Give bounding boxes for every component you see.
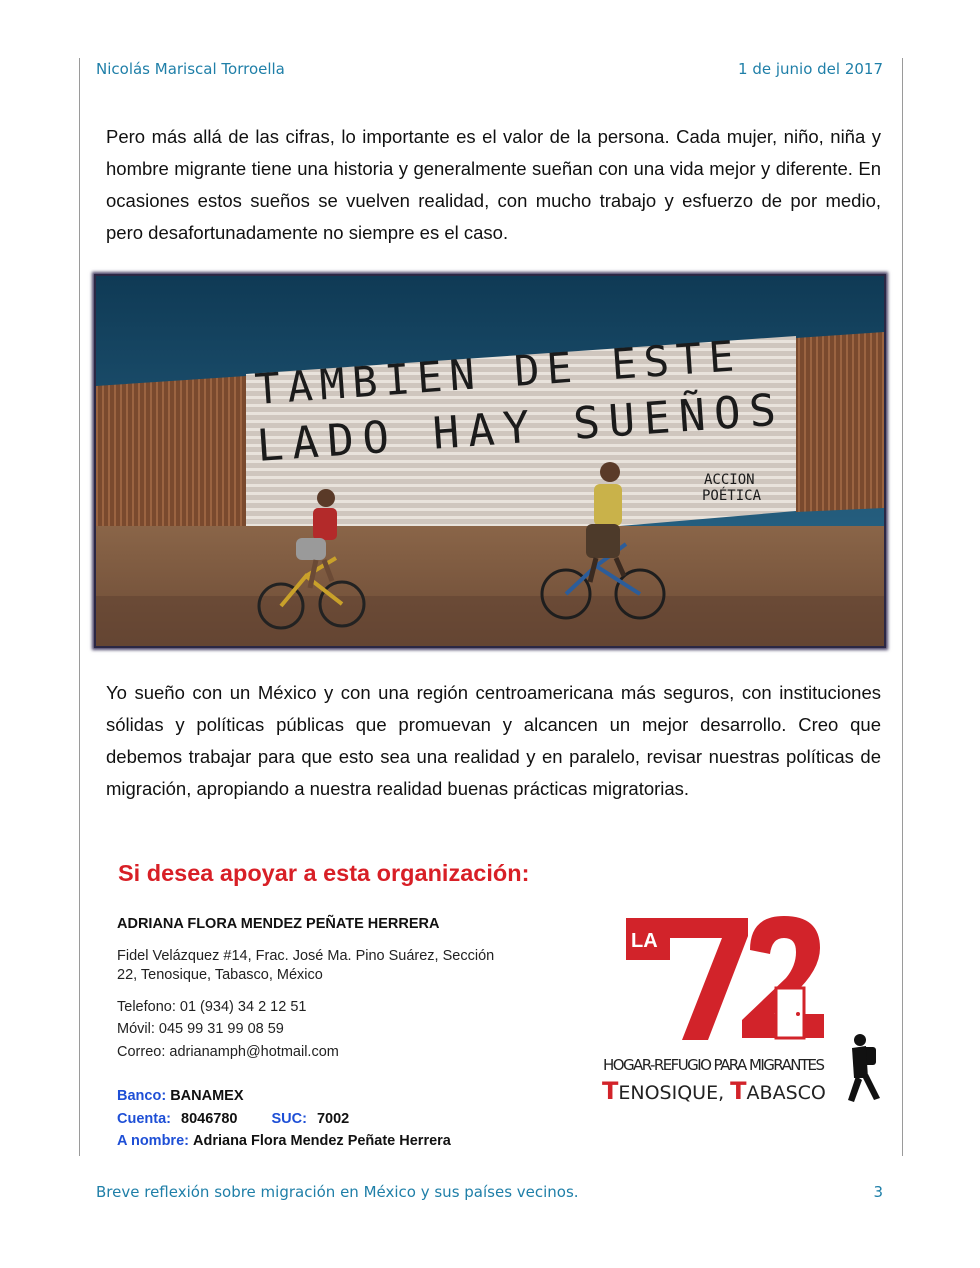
- paragraph-2: Yo sueño con un México y con una región centroamericana más seguros, con instituciones sólidas y políticas públicas que promuevan y alcancen un mejor desarrollo. Creo que debemos trabajar para que esto sea una realidad y en paralelo, revisar nuestras políticas de migración, apropiando a nuestra realidad buenas prácticas migratorias.: [106, 682, 881, 799]
- account-label: Cuenta:: [117, 1111, 171, 1127]
- suc-value: 7002: [316, 1111, 350, 1127]
- la72-logo: [598, 910, 888, 1110]
- support-title: Si desea apoyar a esta organización:: [118, 860, 530, 886]
- door-icon: [776, 988, 804, 1038]
- phone-text: Telefono: 01 (934) 34 2 12 51: [117, 999, 307, 1015]
- header-date: 1 de junio del 2017: [738, 60, 883, 78]
- email-text: Correo: adrianamph@hotmail.com: [117, 1044, 339, 1060]
- wall-signature-1: ACCION: [704, 472, 755, 488]
- mobile-text: Móvil: 045 99 31 99 08 59: [117, 1021, 284, 1037]
- page-number: 3: [873, 1183, 883, 1201]
- footer-text: Breve reflexión sobre migración en México y sus países vecinos.: [96, 1183, 579, 1201]
- logo-la: LA: [631, 930, 658, 952]
- holder-value: Adriana Flora Mendez Peñate Herrera: [193, 1133, 451, 1149]
- paragraph-1: Pero más allá de las cifras, lo importante es el valor de la persona. Cada mujer, niño, niña y hombre migrante tiene una historia y generalmente sueñan con una vida mejor y diferente. En ocasiones estos sueños se vuelven realidad, con mucho trabajo y esfuerzo de por medio, pero desafortunadamente no siempre es el caso.: [106, 126, 881, 243]
- photo-illustration: [96, 276, 884, 646]
- account-value: 8046780: [181, 1111, 238, 1127]
- border-wall-photo: [94, 274, 886, 648]
- bank-value: BANAMEX: [170, 1088, 244, 1104]
- logo-line1: HOGAR-REFUGIO PARA MIGRANTES: [603, 1056, 825, 1074]
- left-margin-line: [79, 58, 80, 1156]
- wall-text-line2: LADO HAY SUEÑOS: [255, 384, 778, 472]
- address-line-2: 22, Tenosique, Tabasco, México: [117, 967, 323, 983]
- wall-signature-2: POÉTICA: [702, 488, 762, 504]
- holder-label: A nombre:: [117, 1133, 189, 1149]
- holder-row: [117, 1133, 451, 1149]
- suc-label: SUC:: [271, 1111, 307, 1127]
- contact-name: ADRIANA FLORA MENDEZ PEÑATE HERRERA: [117, 916, 440, 932]
- migrant-silhouette-icon: [848, 1034, 880, 1102]
- logo-digit-7: [670, 918, 748, 1040]
- account-row: [117, 1111, 349, 1127]
- address-line-1: Fidel Velázquez #14, Frac. José Ma. Pino Suárez, Sección: [117, 948, 495, 964]
- bank-row: [117, 1088, 244, 1104]
- bank-label: Banco:: [117, 1088, 167, 1104]
- right-margin-line: [902, 58, 903, 1156]
- header-author: Nicolás Mariscal Torroella: [96, 60, 285, 78]
- logo-line2: TENOSIQUE, TABASCO: [602, 1077, 826, 1105]
- wall-text-line1: TAMBIEN DE ESTE: [253, 331, 736, 414]
